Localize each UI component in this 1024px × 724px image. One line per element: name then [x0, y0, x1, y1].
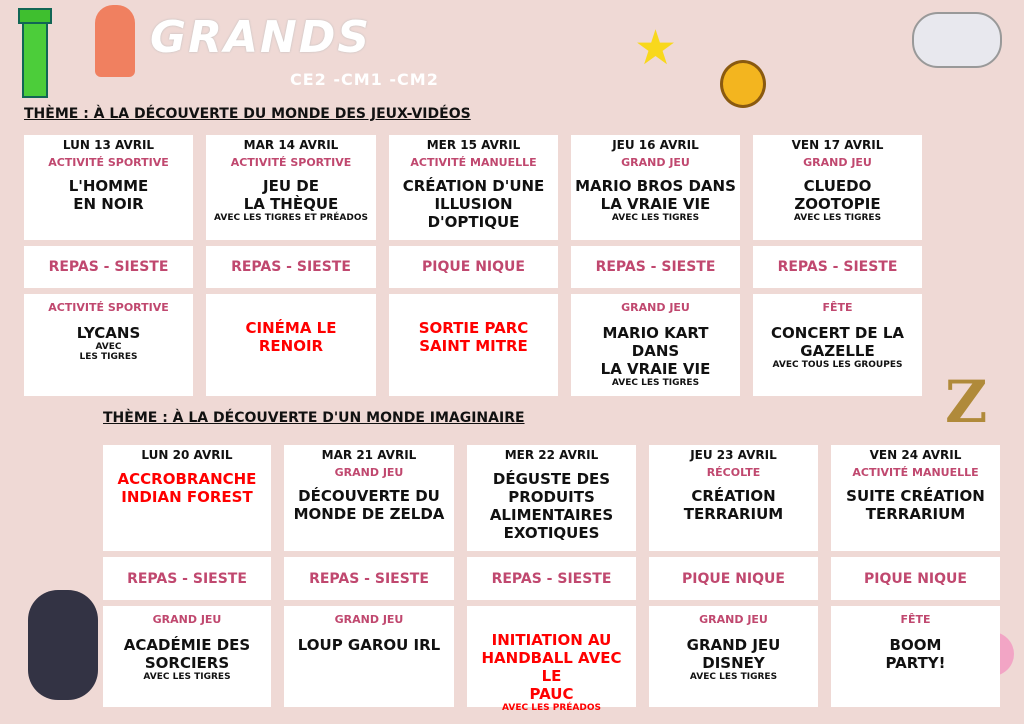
day-column: [649, 445, 818, 707]
activity-title: MARIO KART DANS LA VRAIE VIE: [600, 324, 711, 378]
activity-title: DÉCOUVERTE DU MONDE DE ZELDA: [293, 487, 445, 523]
midday-card: REPAS - SIESTE: [753, 246, 922, 288]
activity-category: ACTIVITÉ SPORTIVE: [48, 301, 169, 314]
theme-heading-week1: THÈME : À LA DÉCOUVERTE DU MONDE DES JEUX-VIDÉOS: [24, 106, 471, 122]
activity-title: CONCERT DE LA GAZELLE: [771, 324, 904, 360]
day-column: [571, 135, 740, 396]
page-title: GRANDS: [150, 12, 372, 63]
activity-category: FÊTE: [822, 301, 853, 314]
afternoon-activity-card: [389, 294, 558, 396]
activity-title: GRAND JEU DISNEY: [686, 636, 781, 672]
day-date: JEU 23 AVRIL: [690, 448, 777, 462]
activity-category: GRAND JEU: [699, 613, 768, 626]
activity-category: FÊTE: [900, 613, 931, 626]
afternoon-activity-card: [831, 606, 1000, 707]
activity-note: AVEC LES PRÉADOS: [502, 703, 601, 713]
activity-note: AVEC LES TIGRES: [79, 342, 138, 362]
activity-title: DÉGUSTE DES PRODUITS ALIMENTAIRES EXOTIQUES: [489, 470, 614, 542]
activity-category: GRAND JEU: [621, 301, 690, 314]
activity-title: SUITE CRÉATION TERRARIUM: [846, 487, 985, 523]
activity-title: BOOM PARTY!: [885, 636, 946, 672]
activity-title: SORTIE PARC SAINT MITRE: [418, 319, 529, 355]
activity-note: AVEC LES TIGRES: [689, 672, 778, 682]
theme-heading-week2: THÈME : À LA DÉCOUVERTE D'UN MONDE IMAGINAIRE: [103, 410, 525, 426]
day-date: JEU 16 AVRIL: [612, 138, 699, 152]
afternoon-activity-card: [206, 294, 376, 396]
activity-title: CINÉMA LE RENOIR: [245, 319, 337, 355]
afternoon-activity-card: [753, 294, 922, 396]
activity-category: ACTIVITÉ MANUELLE: [410, 156, 537, 169]
morning-activity-card: [467, 445, 636, 551]
star-icon: ★: [634, 20, 678, 76]
day-date: MAR 14 AVRIL: [243, 138, 339, 152]
day-date: VEN 24 AVRIL: [869, 448, 962, 462]
activity-title: LOUP GAROU IRL: [297, 636, 441, 654]
midday-card: PIQUE NIQUE: [831, 557, 1000, 600]
activity-note: AVEC LES TIGRES ET PRÉADOS: [214, 213, 368, 223]
morning-activity-card: [206, 135, 376, 240]
day-date: MAR 21 AVRIL: [321, 448, 417, 462]
activity-title: INITIATION AU HANDBALL AVEC LE PAUC: [481, 631, 622, 703]
activity-category: ACTIVITÉ MANUELLE: [852, 466, 979, 479]
morning-activity-card: [103, 445, 271, 551]
midday-card: PIQUE NIQUE: [389, 246, 558, 288]
character-icon: [95, 5, 135, 77]
morning-activity-card: [649, 445, 818, 551]
day-date: MER 22 AVRIL: [504, 448, 599, 462]
afternoon-activity-card: [571, 294, 740, 396]
coin-icon: [720, 60, 766, 108]
activity-category: ACTIVITÉ SPORTIVE: [230, 156, 352, 169]
morning-activity-card: [571, 135, 740, 240]
day-column: [284, 445, 454, 707]
day-column: [24, 135, 193, 396]
activity-category: GRAND JEU: [803, 156, 872, 169]
day-column: [753, 135, 922, 396]
activity-category: GRAND JEU: [152, 613, 222, 626]
day-column: [206, 135, 376, 396]
morning-activity-card: [24, 135, 193, 240]
midday-card: REPAS - SIESTE: [103, 557, 271, 600]
day-date: MER 15 AVRIL: [426, 138, 521, 152]
day-column: [831, 445, 1000, 707]
activity-title: CLUEDO ZOOTOPIE: [794, 177, 881, 213]
afternoon-activity-card: [103, 606, 271, 707]
midday-card: REPAS - SIESTE: [24, 246, 193, 288]
day-column: [467, 445, 636, 713]
activity-category: ACTIVITÉ SPORTIVE: [48, 156, 169, 169]
week2-grid: [103, 445, 1000, 713]
activity-note: AVEC LES TIGRES: [143, 672, 231, 682]
activity-note: AVEC LES TIGRES: [611, 378, 700, 388]
morning-activity-card: [284, 445, 454, 551]
activity-title: JEU DE LA THÈQUE: [243, 177, 339, 213]
levels-subtitle: CE2 -CM1 -CM2: [290, 70, 439, 89]
activity-note: AVEC LES TIGRES: [793, 213, 882, 223]
afternoon-activity-card: [467, 606, 636, 713]
day-date: VEN 17 AVRIL: [791, 138, 884, 152]
midday-card: REPAS - SIESTE: [571, 246, 740, 288]
volleyball-player-icon: [28, 590, 98, 700]
activity-category: GRAND JEU: [334, 613, 404, 626]
morning-activity-card: [389, 135, 558, 240]
day-column: [103, 445, 271, 707]
midday-card: REPAS - SIESTE: [284, 557, 454, 600]
activity-title: CRÉATION TERRARIUM: [683, 487, 784, 523]
afternoon-activity-card: [24, 294, 193, 396]
activity-title: L'HOMME EN NOIR: [68, 177, 149, 213]
activity-category: RÉCOLTE: [706, 466, 761, 479]
activity-note: AVEC LES TIGRES: [611, 213, 700, 223]
pipe-icon: [18, 8, 52, 98]
activity-category: GRAND JEU: [334, 466, 404, 479]
day-date: LUN 20 AVRIL: [141, 448, 233, 462]
midday-card: REPAS - SIESTE: [467, 557, 636, 600]
zelda-z-icon: Z: [945, 368, 988, 436]
afternoon-activity-card: [649, 606, 818, 707]
morning-activity-card: [831, 445, 1000, 551]
gamepad-icon: [912, 12, 1002, 68]
activity-note: AVEC TOUS LES GROUPES: [772, 360, 903, 370]
activity-title: MARIO BROS DANS LA VRAIE VIE: [575, 177, 736, 213]
day-column: [389, 135, 558, 396]
activity-title: CRÉATION D'UNE ILLUSION D'OPTIQUE: [402, 177, 545, 231]
week1-grid: [24, 135, 922, 396]
midday-card: PIQUE NIQUE: [649, 557, 818, 600]
midday-card: REPAS - SIESTE: [206, 246, 376, 288]
morning-activity-card: [753, 135, 922, 240]
activity-title: LYCANS: [76, 324, 141, 342]
activity-title: ACCROBRANCHE INDIAN FOREST: [117, 470, 257, 506]
afternoon-activity-card: [284, 606, 454, 707]
day-date: LUN 13 AVRIL: [62, 138, 155, 152]
activity-title: ACADÉMIE DES SORCIERS: [123, 636, 251, 672]
activity-category: GRAND JEU: [621, 156, 690, 169]
